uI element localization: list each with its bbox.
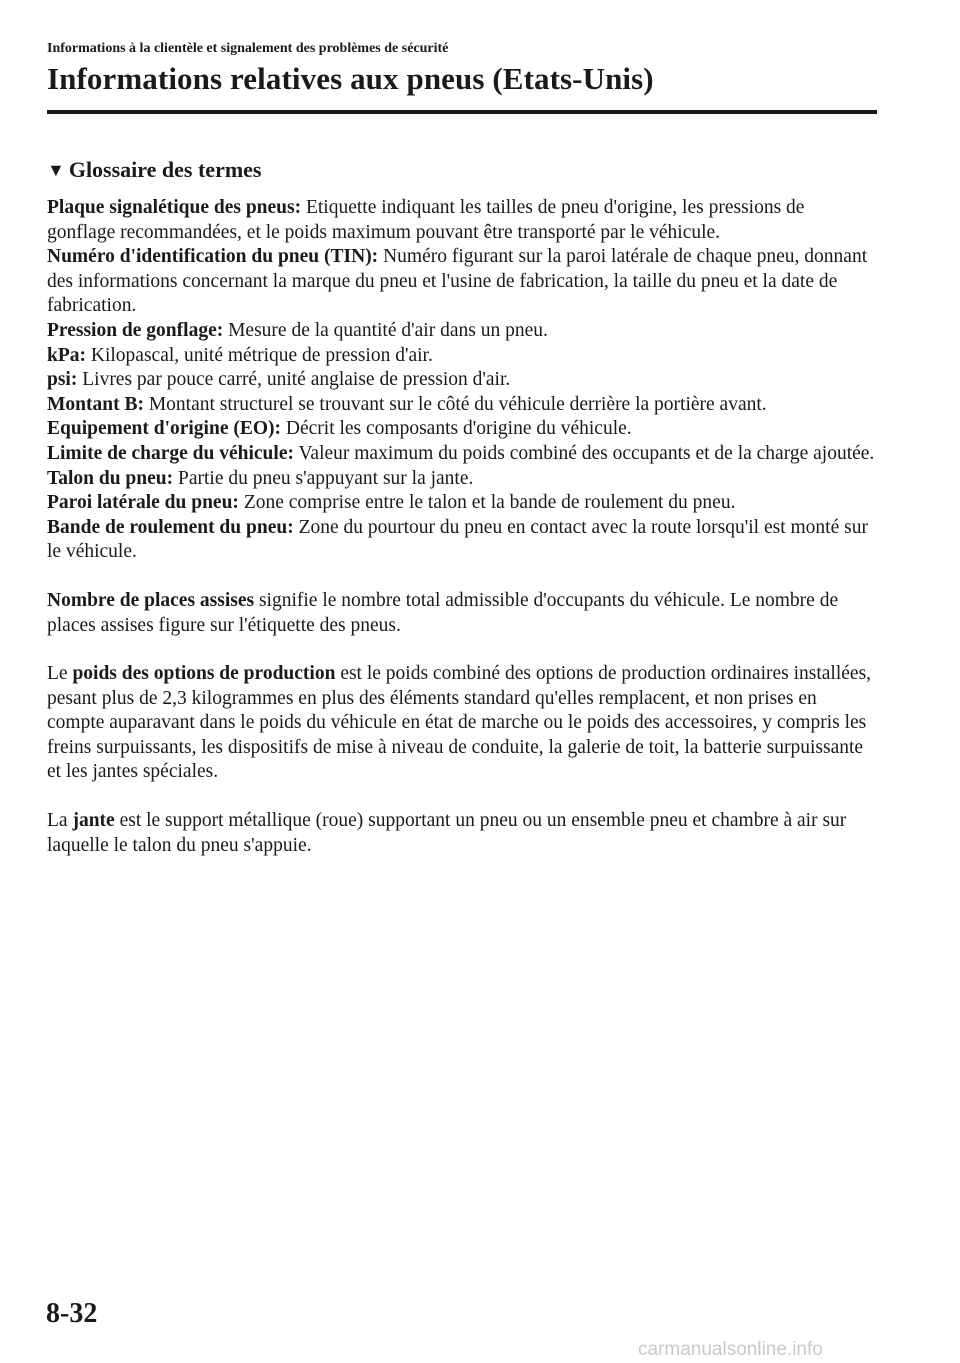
page-title: Informations relatives aux pneus (Etats-Unis) xyxy=(47,61,654,96)
paragraph-term: Nombre de places assises xyxy=(47,589,255,611)
paragraph-term: jante xyxy=(72,810,115,832)
paragraph-seating-capacity xyxy=(47,589,877,638)
paragraph-production-options-weight xyxy=(47,662,877,785)
glossary-definition: Numéro figurant sur la paroi latérale de chaque pneu, donnant des informations concernant la marque du pneu et l'usine de fabrication, la taille du pneu et la date de fabrication. xyxy=(47,246,868,317)
glossary-entry xyxy=(47,516,877,565)
paragraph-term: poids des options de production xyxy=(72,663,336,685)
glossary-definition: Montant structurel se trouvant sur le côté du véhicule derrière la portière avant. xyxy=(148,393,767,415)
glossary-entry xyxy=(47,491,877,516)
glossary-definition: Zone du pourtour du pneu en contact avec la route lorsqu'il est monté sur le véhicule. xyxy=(47,516,868,563)
glossary-definition: Mesure de la quantité d'air dans un pneu. xyxy=(228,319,548,341)
glossary-entry xyxy=(47,417,877,442)
glossary-term: Plaque signalétique des pneus: xyxy=(47,197,302,218)
glossary-entry xyxy=(47,467,877,492)
glossary-term: Bande de roulement du pneu: xyxy=(47,516,294,538)
glossary-definition: Décrit les composants d'origine du véhicule. xyxy=(285,418,632,440)
watermark: carmanualsonline.info xyxy=(638,1339,823,1360)
page-number: 8-32 xyxy=(46,1298,98,1329)
paragraph-text: signifie le nombre total admissible d'occupants du véhicule. Le nombre de places assises figure sur l'étiquette des pneus. xyxy=(47,589,839,636)
glossary-entry xyxy=(47,368,877,393)
glossary-definition: Partie du pneu s'appuyant sur la jante. xyxy=(177,467,474,489)
glossary-definition: Livres par pouce carré, unité anglaise de pression d'air. xyxy=(82,369,511,391)
paragraph-prefix: La xyxy=(47,810,68,832)
glossary-definition: Valeur maximum du poids combiné des occupants et de la charge ajoutée. xyxy=(298,442,875,464)
triangle-down-icon: ▼ xyxy=(47,160,65,180)
glossary-entry xyxy=(47,319,877,344)
glossary-entry xyxy=(47,393,877,418)
glossary-definition: Etiquette indiquant les tailles de pneu d'origine, les pressions de gonflage recommandées, et le poids maximum pouvant être transporté par le véhicule. xyxy=(47,197,805,243)
header-divider xyxy=(47,110,877,114)
glossary-term: Montant B: xyxy=(47,393,144,415)
section-heading-text: Glossaire des termes xyxy=(68,157,262,182)
paragraph-text: est le support métallique (roue) supportant un pneu ou un ensemble pneu et chambre à air sur laquelle le talon du pneu s'appuie. xyxy=(47,810,847,856)
paragraph-prefix: Le xyxy=(47,663,68,685)
glossary-definition: Zone comprise entre le talon et la bande de roulement du pneu. xyxy=(243,492,736,514)
glossary-list xyxy=(47,196,877,565)
glossary-term: Limite de charge du véhicule: xyxy=(47,442,294,464)
paragraph-text: est le poids combiné des options de production ordinaires installées, pesant plus de 2,3 kilogrammes en plus des éléments standard qu'elles remplacent, et non prises en compte auparavant dans le poids du véhicule en état de marche ou le poids des accessoires, y compris les freins surpuissants, les dispositifs de mise à niveau de conduite, la galerie de toit, la batterie surpuissante et les jantes spéciales. xyxy=(47,663,872,783)
glossary-term: psi: xyxy=(47,369,78,391)
paragraph-rim xyxy=(47,809,877,858)
chapter-title: Informations à la clientèle et signalement des problèmes de sécurité xyxy=(47,41,449,56)
main-content xyxy=(47,156,877,858)
glossary-entry xyxy=(47,245,877,319)
glossary-entry xyxy=(47,196,877,245)
glossary-term: Paroi latérale du pneu: xyxy=(47,492,239,514)
glossary-term: Equipement d'origine (EO): xyxy=(47,418,282,440)
glossary-term: kPa: xyxy=(47,344,86,366)
glossary-term: Numéro d'identification du pneu (TIN): xyxy=(47,246,379,268)
glossary-term: Talon du pneu: xyxy=(47,467,174,489)
glossary-entry xyxy=(47,442,877,467)
page-header xyxy=(47,40,877,98)
glossary-definition: Kilopascal, unité métrique de pression d'air. xyxy=(90,344,433,366)
glossary-term: Pression de gonflage: xyxy=(47,319,224,341)
section-heading xyxy=(47,156,877,184)
glossary-entry xyxy=(47,344,877,369)
